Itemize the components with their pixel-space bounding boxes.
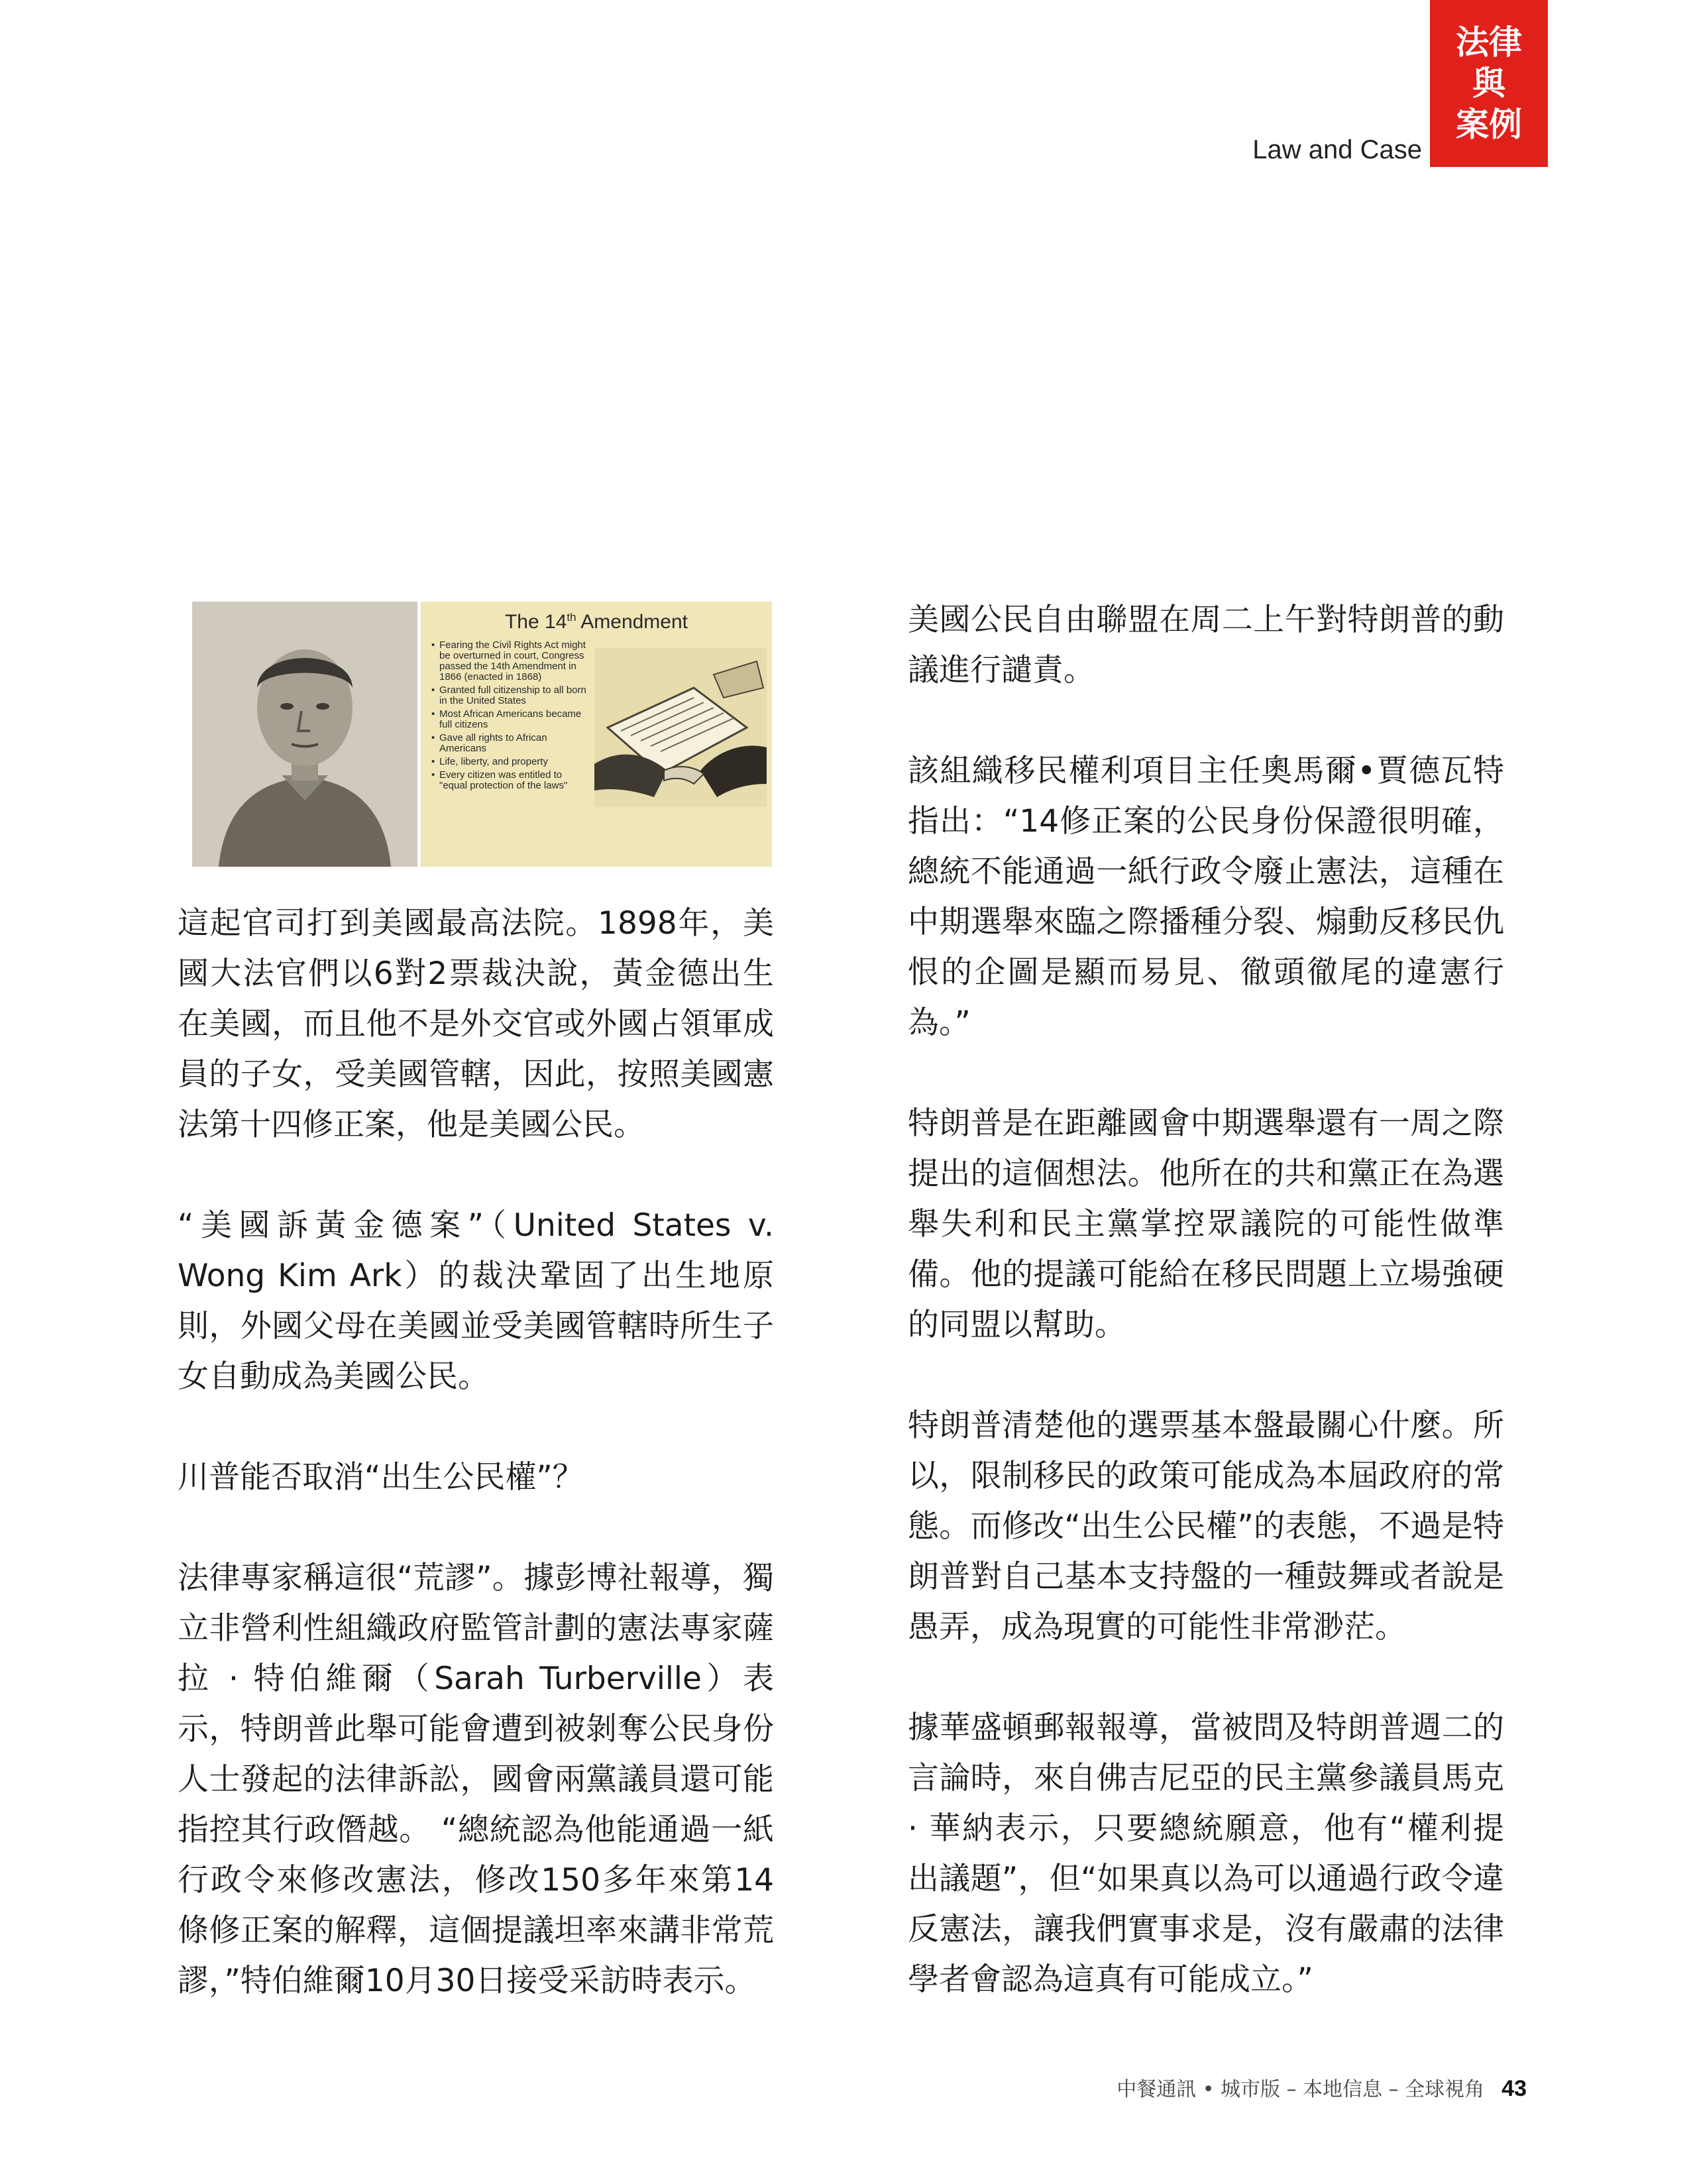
- article-paragraph: 特朗普清楚他的選票基本盤最關心什麼。所以，限制移民的政策可能成為本屆政府的常態。而修改“出生公民權”的表態，不過是特朗普對自己基本支持盤的一種鼓舞或者說是愚弄，成為現實的可能性非常渺茫。: [908, 1407, 1504, 1645]
- page-footer: [1117, 2073, 1527, 2102]
- slide-bullet: • Life, liberty, and property: [431, 757, 590, 767]
- article-subheading: 川普能否取消“出生公民權”？: [178, 1459, 584, 1496]
- slide-bullet: • Most African Americans became full citizens: [431, 709, 590, 730]
- section-tab-line: 與: [1472, 64, 1505, 103]
- article-paragraph: 這起官司打到美國最高法院。1898年，美國大法官們以6對2票裁決說，黃金德出生在美國，而且他不是外交官或外國占領軍成員的子女，受美國管轄，因此，按照美國憲法第十四修正案，他是美國公民。: [178, 905, 774, 1143]
- slide-bullet: • Granted full citizenship to all born in the United States: [431, 685, 590, 706]
- article-paragraph: 法律專家稱這很“荒謬”。據彭博社報導，獨立非營利性組織政府監管計劃的憲法專家薩拉 · 特伯維爾（Sarah Turberville）表示，特朗普此舉可能會遭到被剝奪公民身份人士發起的法律訴訟，國會兩黨議員還可能指控其行政僭越。 “總統認為他能通過一紙行政令來修改憲法，修改150多年來第14條修正案的解釋，這個提議坦率來講非常荒謬，”特伯維爾10月30日接受采訪時表示。: [178, 1560, 774, 1999]
- slide-bullets: [431, 640, 590, 794]
- section-tab-line: 法律: [1456, 23, 1522, 62]
- section-title-english: Law and Case: [1252, 135, 1422, 164]
- slide-title: The 14th Amendment: [504, 611, 688, 633]
- article-paragraph: “美國訴黃金德案”（United States v. Wong Kim Ark）的裁決鞏固了出生地原則，外國父母在美國並受美國管轄時所生子女自動成為美國公民。: [178, 1207, 774, 1395]
- footer-publication: 中餐通訊 • 城市版 – 本地信息 – 全球視角: [1117, 2078, 1485, 2101]
- left-column: [178, 899, 774, 2006]
- section-tab: [1430, 0, 1548, 167]
- article-paragraph: 據華盛頓郵報報導，當被問及特朗普週二的言論時，來自佛吉尼亞的民主黨參議員馬克 · 華納表示，只要總統願意，他有“權利提出議題”，但“如果真以為可以通過行政令違反憲法，讓我們實事求是，沒有嚴肅的法律學者會認為這真有可能成立。”: [908, 1710, 1504, 1998]
- article-paragraph: 特朗普是在距離國會中期選舉還有一周之際提出的這個想法。他所在的共和黨正在為選舉失利和民主黨掌控眾議院的可能性做準備。他的提議可能給在移民問題上立場強硬的同盟以幫助。: [908, 1105, 1504, 1343]
- slide-bullet: • Every citizen was entitled to "equal protection of the laws": [431, 770, 590, 791]
- slide-bullet: • Gave all rights to African Americans: [431, 733, 590, 754]
- slide-bullet: • Fearing the Civil Rights Act might be overturned in court, Congress passed the 14th Amendment in 1866 (enacted in 1868): [431, 640, 590, 682]
- right-column: [908, 595, 1504, 2005]
- amendment-slide: [421, 602, 772, 867]
- section-tab-line: 案例: [1456, 105, 1522, 144]
- portrait-photo: [192, 602, 417, 867]
- page-number: 43: [1501, 2076, 1527, 2101]
- portrait-illustration: [192, 602, 417, 867]
- article-figure: [192, 602, 772, 867]
- article-paragraph: 該組織移民權利項目主任奧馬爾•賈德瓦特指出：“14修正案的公民身份保證很明確，總統不能通過一紙行政令廢止憲法，這種在中期選舉來臨之際播種分裂、煽動反移民仇恨的企圖是顯而易見、徹頭徹尾的違憲行為。”: [908, 753, 1504, 1041]
- handshake-document-illustration: [594, 648, 767, 807]
- article-paragraph: 美國公民自由聯盟在周二上午對特朗普的動議進行譴責。: [908, 602, 1504, 688]
